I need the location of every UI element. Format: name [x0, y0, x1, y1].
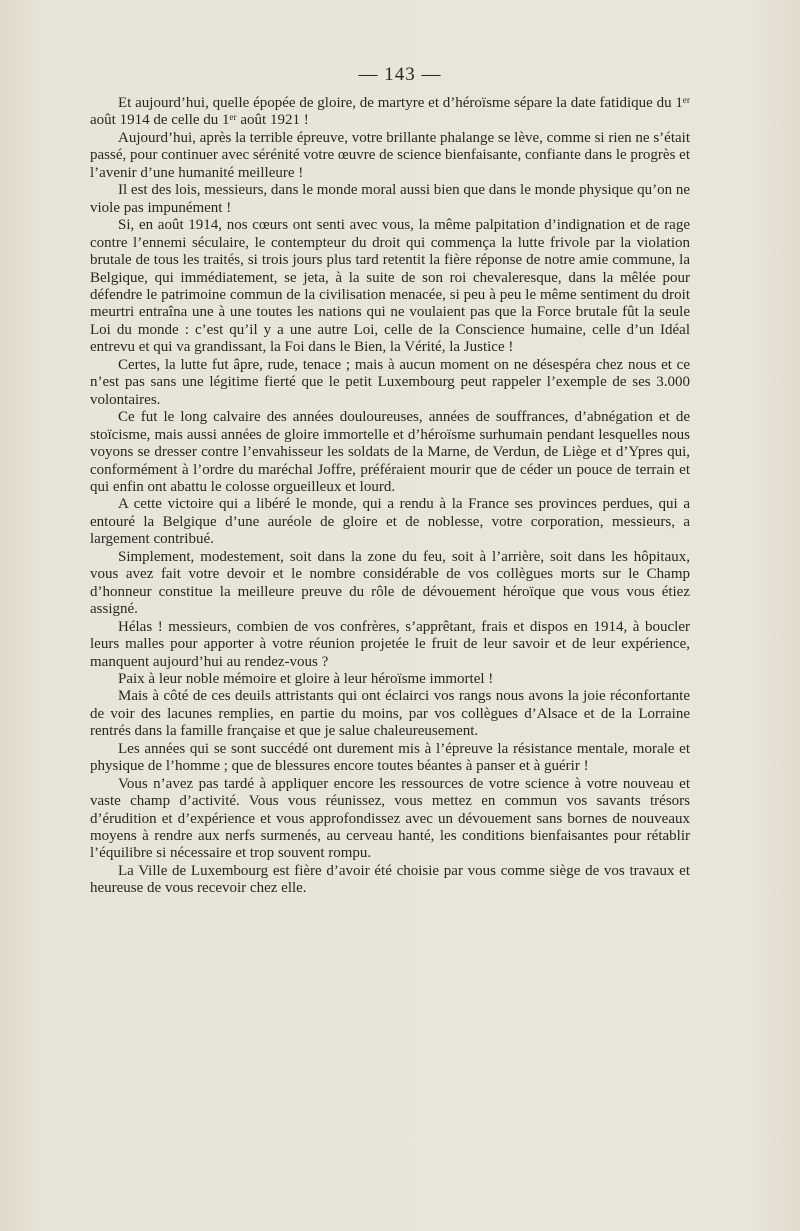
- paragraph: La Ville de Luxembourg est fière d’avoir été choisie par vous comme siège de vos travaux et heureuse de vous recevoir chez elle.: [90, 862, 690, 897]
- paragraph: Paix à leur noble mémoire et gloire à leur héroïsme immortel !: [118, 670, 494, 687]
- paragraph: Il est des lois, messieurs, dans le monde moral aussi bien que dans le monde physique qu’on ne viole pas impunément !: [90, 182, 690, 216]
- paragraph: Vous n’avez pas tardé à appliquer encore les ressources de votre science à votre nouveau et vaste champ d’activité. Vous vous réunissez, vous mettez en commun vos savants trésors d’érudition et d’expérience et vous approfondissez avec un dévouement sans bornes de nouveaux moyens à rendre aux nerfs surmenés, au cerveau hanté, les conditions bienfaisantes pour rétablir l’équilibre si nécessaire et trop souvent rompu.: [90, 775, 690, 862]
- paragraph: Si, en août 1914, nos cœurs ont senti avec vous, la même palpitation d’indignation et de rage contre l’ennemi séculaire, le contempteur du droit qui commença la lutte frivole par la violation brutale de tous les traités, si trois jours plus tard retentit la fière réponse de notre amie commune, la Belgique, qui immédiatement, se jeta, à la suite de son roi chevaleresque, dans la mêlée pour défendre le patrimoine commun de la civilisation menacée, si peu à peu le même sentiment du droit meurtri entraîna une à une toutes les nations qui ne voulaient pas que la Force brutale fût la seule Loi du monde : c’est qu’il y a une autre Loi, celle de la Conscience humaine, celle d’un Idéal entrevu et qui va grandissant, la Foi dans le Bien, la Vérité, la Justice !: [90, 217, 690, 356]
- paragraph: Hélas ! messieurs, combien de vos confrères, s’apprêtant, frais et dispos en 1914, à boucler leurs malles pour apporter à votre réunion projetée le fruit de leur savoir et de leur expérience, manquent aujourd’hui au rendez-vous ?: [90, 618, 690, 670]
- paragraph: Simplement, modestement, soit dans la zone du feu, soit à l’arrière, soit dans les hôpitaux, vous avez fait votre devoir et le nombre considérable de vos collègues morts sur le Champ d’honneur constitue la meilleure preuve du rôle de dévouement héroïque que vous vous étiez assigné.: [90, 548, 690, 618]
- paragraph: Ce fut le long calvaire des années douloureuses, années de souffrances, d’abnégation et de stoïcisme, mais aussi années de gloire immortelle et d’héroïsme surhumain pendant lesquelles nous voyons se dresser contre l’envahisseur les soldats de la Marne, de Verdun, de Liège et d’Ypres qui, conformément à l’ordre du maréchal Joffre, préféraient mourir que de céder un pouce de terrain et qui enfin ont abattu le colosse orgueilleux et lourd.: [90, 409, 690, 495]
- paragraph: Aujourd’hui, après la terrible épreuve, votre brillante phalange se lève, comme si rien ne s’était passé, pour continuer avec sérénité votre œuvre de science bienfaisante, confiante dans le progrès et l’avenir d’une humanité meilleure !: [90, 129, 690, 181]
- body-text: [90, 95, 690, 898]
- paragraph: Certes, la lutte fut âpre, rude, tenace ; mais à aucun moment on ne désespéra chez nous et ce n’est pas sans une légitime fierté que le petit Luxembourg peut rappeler l’exemple de ses 3.000 volontaires.: [90, 356, 690, 408]
- paragraph: Mais à côté de ces deuils attristants qui ont éclairci vos rangs nous avons la joie réconfortante de voir des lacunes remplies, en partie du moins, par vos collègues d’Alsace et de la Lorraine rentrés dans la famille française et que je salue chaleureusement.: [90, 688, 690, 740]
- paragraph: Et aujourd’hui, quelle épopée de gloire, de martyre et d’héroïsme sépare la date fatidique du 1ᵉʳ août 1914 de celle du 1ᵉʳ août 1921 !: [90, 95, 690, 129]
- paragraph: A cette victoire qui a libéré le monde, qui a rendu à la France ses provinces perdues, qui a entouré la Belgique d’une auréole de gloire et de noblesse, votre corporation, messieurs, a largement contribué.: [90, 496, 690, 548]
- paragraph: Les années qui se sont succédé ont durement mis à l’épreuve la résistance mentale, morale et physique de l’homme ; que de blessures encore toutes béantes à panser et à guérir !: [90, 740, 690, 775]
- page-number: — 143 —: [358, 64, 442, 85]
